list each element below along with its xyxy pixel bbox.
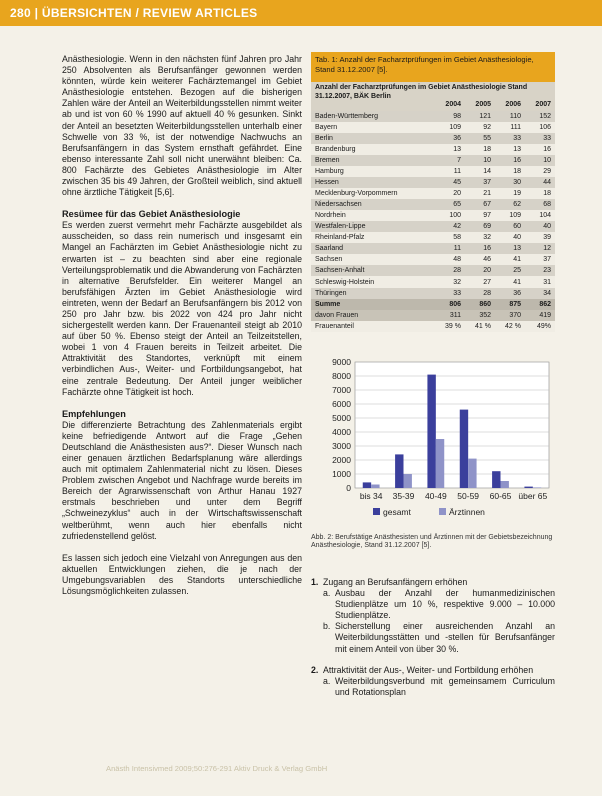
cell-land: Thüringen <box>311 288 435 299</box>
cell-value: 806 <box>435 299 465 310</box>
cell-land: Baden-Württemberg <box>311 111 435 122</box>
table-row <box>311 232 555 243</box>
cell-value: 860 <box>465 299 495 310</box>
cell-value: 13 <box>435 144 465 155</box>
cell-value: 48 <box>435 254 465 265</box>
cell-land: Summe <box>311 299 435 310</box>
legend-swatch <box>439 508 446 515</box>
cell-value: 33 <box>525 133 555 144</box>
sub-text: Weiterbildungsverbund mit gemeinsamem Curriculum und Rotationsplan <box>335 675 555 697</box>
cell-value: 41 <box>495 276 525 287</box>
x-tick-label: 60-65 <box>489 491 512 501</box>
bar-Ärztinnen <box>371 485 379 489</box>
cell-value: 419 <box>525 310 555 321</box>
y-tick-label: 3000 <box>332 441 351 451</box>
paragraph-1: Anästhesiologie. Wenn in den nächsten fünf Jahren pro Jahr 250 Absolventen als Berufsanfänger gewonnen werden könnten, würde kein weiterer Fachärztemangel im Gebiet Anästhesiologie entstehen. Bezogen auf die bisherigen Zahlen wäre der Anteil an Weiterbildungsstellen nimmt weiter ab und ist von 60 % 1990 auf aktuell 40 % gesunken. Sinkt der Anteil an besetzten Weiterbildungsstellen unterhalb einer Schwelle von 33 %, ist der notwendige Nachwuchs an Berufsanfängern in das System ernsthaft gefährdet. Eine ebenso interessante Zahl soll nicht unerwähnt bleiben: Ca. 800 Fachärzte des Gebietes Anästhesiologie im Alter zwischen 35 bis 49 Jahren, der Großteil weiblich, sind aktuell ohne ärztliche Tätigkeit [5,6]. <box>62 54 302 198</box>
cell-value: 875 <box>495 299 525 310</box>
cell-value: 28 <box>435 265 465 276</box>
table-row <box>311 133 555 144</box>
cell-land: Rheinland-Pfalz <box>311 232 435 243</box>
cell-land: Schleswig-Holstein <box>311 276 435 287</box>
bar-gesamt <box>492 471 500 488</box>
sub-letter: a. <box>323 588 331 599</box>
sub-text: Sicherstellung einer ausreichenden Anzahl an Weiterbildungsstätten und -stellen für Berufsanfänger mit einem Anteil von über 30 %. <box>335 621 555 654</box>
cell-value: 19 <box>495 188 525 199</box>
cell-land: Brandenburg <box>311 144 435 155</box>
cell-land: Berlin <box>311 133 435 144</box>
header-text <box>10 6 257 20</box>
table-caption: Tab. 1: Anzahl der Facharztprüfungen im Gebiet Anästhesiologie, Stand 31.12.2007 [5]. <box>311 52 555 82</box>
table-row <box>311 310 555 321</box>
cell-value: 45 <box>435 177 465 188</box>
cell-value: 44 <box>525 177 555 188</box>
x-tick-label: bis 34 <box>359 491 383 501</box>
bar-gesamt <box>460 410 468 488</box>
table-row <box>311 210 555 221</box>
cell-value: 27 <box>465 276 495 287</box>
sub-letter: b. <box>323 621 331 632</box>
table-row <box>311 177 555 188</box>
cell-value: 370 <box>495 310 525 321</box>
data-table <box>311 111 555 332</box>
cell-value: 16 <box>525 144 555 155</box>
table-row <box>311 166 555 177</box>
bar-Ärztinnen <box>404 474 412 488</box>
x-tick-label: 50-59 <box>457 491 480 501</box>
cell-value: 10 <box>525 155 555 166</box>
age-chart <box>311 356 555 531</box>
cell-value: 23 <box>525 265 555 276</box>
table-row <box>311 199 555 210</box>
heading-empfehlungen: Empfehlungen <box>62 408 126 419</box>
page-header <box>0 0 602 26</box>
table-row <box>311 144 555 155</box>
cell-value: 37 <box>525 254 555 265</box>
cell-land: Mecklenburg-Vorpommern <box>311 188 435 199</box>
sub-item <box>323 588 555 621</box>
cell-land: Frauenanteil <box>311 321 435 332</box>
bar-Ärztinnen <box>501 481 509 488</box>
table-row <box>311 265 555 276</box>
table-years <box>315 101 551 110</box>
table-row <box>311 299 555 310</box>
cell-value: 18 <box>495 166 525 177</box>
cell-value: 33 <box>495 133 525 144</box>
cell-value: 39 <box>525 232 555 243</box>
cell-value: 104 <box>525 210 555 221</box>
legend-label: gesamt <box>383 507 411 517</box>
cell-value: 110 <box>495 111 525 122</box>
cell-value: 21 <box>465 188 495 199</box>
table-subtitle: Anzahl der Facharztprüfungen im Gebiet Anästhesiologie Stand 31.12.2007, BÄK Berlin <box>315 84 528 100</box>
cell-land: Saarland <box>311 243 435 254</box>
cell-value: 60 <box>495 221 525 232</box>
cell-value: 14 <box>465 166 495 177</box>
x-tick-label: 40-49 <box>424 491 447 501</box>
bar-gesamt <box>524 487 532 488</box>
table-row <box>311 288 555 299</box>
table-row <box>311 122 555 133</box>
cell-value: 152 <box>525 111 555 122</box>
sub-item <box>323 621 555 654</box>
cell-value: 42 <box>435 221 465 232</box>
cell-value: 16 <box>465 243 495 254</box>
cell-value: 109 <box>495 210 525 221</box>
cell-value: 18 <box>465 144 495 155</box>
chart-caption: Abb. 2: Berufstätige Anästhesisten und Ärztinnen mit der Gebietsbezeichnung Anästhesiologie, Stand 31.12.2007 [5]. <box>311 534 553 550</box>
list-item <box>311 577 555 588</box>
right-column <box>311 574 555 698</box>
cell-value: 25 <box>495 265 525 276</box>
x-tick-label: 35-39 <box>392 491 415 501</box>
y-tick-label: 2000 <box>332 455 351 465</box>
cell-value: 20 <box>435 188 465 199</box>
cell-value: 39 % <box>435 321 465 332</box>
cell-value: 33 <box>435 288 465 299</box>
cell-land: Westfalen-Lippe <box>311 221 435 232</box>
cell-value: 111 <box>495 122 525 133</box>
cell-land: davon Frauen <box>311 310 435 321</box>
table-row <box>311 321 555 332</box>
table-row <box>311 254 555 265</box>
cell-value: 100 <box>435 210 465 221</box>
cell-value: 98 <box>435 111 465 122</box>
cell-value: 12 <box>525 243 555 254</box>
cell-value: 16 <box>495 155 525 166</box>
table-1 <box>311 52 555 332</box>
item-number: 1. <box>311 577 319 587</box>
table-row <box>311 188 555 199</box>
list-item <box>311 665 555 676</box>
table-row <box>311 155 555 166</box>
cell-value: 13 <box>495 243 525 254</box>
cell-value: 55 <box>465 133 495 144</box>
section-title: ÜBERSICHTEN / REVIEW ARTICLES <box>41 6 258 20</box>
cell-value: 37 <box>465 177 495 188</box>
year-header: 2007 <box>535 101 551 109</box>
item-text: Attraktivität der Aus-, Weiter- und Fortbildung erhöhen <box>323 664 534 675</box>
cell-value: 34 <box>525 288 555 299</box>
sub-letter: a. <box>323 675 331 686</box>
cell-value: 29 <box>525 166 555 177</box>
year-header: 2006 <box>505 101 521 109</box>
cell-land: Nordrhein <box>311 210 435 221</box>
plot-area <box>355 362 549 488</box>
cell-land: Hamburg <box>311 166 435 177</box>
y-tick-label: 6000 <box>332 399 351 409</box>
cell-value: 18 <box>525 188 555 199</box>
cell-value: 106 <box>525 122 555 133</box>
y-tick-label: 4000 <box>332 427 351 437</box>
cell-value: 352 <box>465 310 495 321</box>
page-number: 280 <box>10 6 31 20</box>
cell-value: 69 <box>465 221 495 232</box>
cell-land: Bayern <box>311 122 435 133</box>
table-row <box>311 111 555 122</box>
bar-Ärztinnen <box>436 439 444 488</box>
paragraph-3: Die differenzierte Betrachtung des Zahlenmaterials ergibt keine befriedigende Antwort auf die Frage „Gehen Deutschland die Anästhesisten aus?“. Dieser Wunsch nach einer genauen ärztlichen Bedarfsplanung wäre allerdings auch mit optimalem Zahlenmaterial nicht zu lösen. Dieses Problem zwischen Angebot und Nachfrage wurde bereits im Bereich der Agrarwissenschaft von Arthur Hanau 1927 erstmals beschrieben und unter dem Begriff „Schweinezyklus“ auch in der Wirtschaftswissenschaft weltberühmt, wenn auch hier ebenfalls nicht zufriedenstellend gelöst. <box>62 419 302 541</box>
year-header: 2004 <box>445 101 461 109</box>
bar-gesamt <box>363 482 371 488</box>
cell-value: 49% <box>525 321 555 332</box>
year-header: 2005 <box>475 101 491 109</box>
left-column <box>62 54 302 597</box>
cell-value: 68 <box>525 199 555 210</box>
cell-value: 31 <box>525 276 555 287</box>
cell-value: 32 <box>435 276 465 287</box>
x-tick-label: über 65 <box>518 491 548 501</box>
cell-value: 11 <box>435 166 465 177</box>
y-tick-label: 0 <box>346 483 351 493</box>
y-tick-label: 8000 <box>332 371 351 381</box>
legend-swatch <box>373 508 380 515</box>
cell-value: 7 <box>435 155 465 166</box>
cell-land: Sachsen <box>311 254 435 265</box>
cell-value: 20 <box>465 265 495 276</box>
cell-value: 121 <box>465 111 495 122</box>
cell-value: 40 <box>495 232 525 243</box>
cell-value: 36 <box>435 133 465 144</box>
cell-value: 862 <box>525 299 555 310</box>
y-tick-label: 7000 <box>332 385 351 395</box>
y-tick-label: 5000 <box>332 413 351 423</box>
cell-value: 92 <box>465 122 495 133</box>
cell-value: 62 <box>495 199 525 210</box>
cell-land: Bremen <box>311 155 435 166</box>
bar-Ärztinnen <box>533 487 541 488</box>
page-footer: Anästh Intensivmed 2009;50:276-291 Aktiv Druck & Verlag GmbH <box>106 764 328 773</box>
cell-value: 58 <box>435 232 465 243</box>
cell-value: 41 <box>495 254 525 265</box>
legend-label: Ärztinnen <box>449 507 485 517</box>
heading-resumee: Resümee für das Gebiet Anästhesiologie <box>62 209 241 220</box>
paragraph-4: Es lassen sich jedoch eine Vielzahl von Anregungen aus den aktuellen Entwicklungen ziehen, die je nach der Umgebungsvariablen des Standorts unterschiedliche Lösungsmöglichkeiten zulassen. <box>62 552 302 597</box>
cell-value: 36 <box>495 288 525 299</box>
cell-value: 11 <box>435 243 465 254</box>
paragraph-2: Es werden zuerst vermehrt mehr Fachärzte ausgebildet als ausscheiden, so dass rein numerisch und insgesamt ein Mangel an Fachärzten im Gebiet Anästhesiologie nicht zu erwarten ist – zu beachten sind aber eine regionale Verteilungsproblematik und die Abwanderung von Fachärzten in alternative Berufsfelder. Ein weiterer Mangel an berufsfähigen Ärzten im Gebiet Anästhesiologie wird eintreten, wenn der Bedarf an Berufsanfängern bis 2012 von 250 pro Jahr bzw. bis 2022 von 424 pro Jahr nicht sichergestellt werden kann. Der Frauenanteil steigt ab 2010 auf über 50 %. Ebenso steigt der Anteil an Teilzeitstellen, wobei 1 von 4 Frauen bereits in Teilzeit arbeitet. Die Attraktivität des Standortes, verknüpft mit einem verbindlichen Aus-, Weiter- und Fortbildungsangebot, hat eine zentrale Bedeutung. Der Anteil junger weiblicher Fachärzte ohne Tätigkeit ist hoch. <box>62 220 302 397</box>
table-header <box>311 82 555 111</box>
cell-value: 40 <box>525 221 555 232</box>
cell-value: 109 <box>435 122 465 133</box>
cell-value: 28 <box>465 288 495 299</box>
cell-value: 13 <box>495 144 525 155</box>
item-number: 2. <box>311 664 319 675</box>
table-row <box>311 243 555 254</box>
bar-gesamt <box>395 454 403 488</box>
item-text: Zugang an Berufsanfängern erhöhen <box>323 577 468 587</box>
header-separator: | <box>34 6 39 20</box>
cell-value: 30 <box>495 177 525 188</box>
cell-value: 65 <box>435 199 465 210</box>
sub-text: Ausbau der Anzahl der humanmedizinischen Studienplätze um 10 %, respektive 9.000 – 10.000 Studienplätze. <box>335 588 555 621</box>
table-row <box>311 276 555 287</box>
bar-gesamt <box>427 375 435 488</box>
cell-value: 97 <box>465 210 495 221</box>
cell-value: 41 % <box>465 321 495 332</box>
cell-land: Niedersachsen <box>311 199 435 210</box>
cell-value: 42 % <box>495 321 525 332</box>
table-row <box>311 221 555 232</box>
cell-value: 311 <box>435 310 465 321</box>
cell-land: Sachsen-Anhalt <box>311 265 435 276</box>
cell-value: 32 <box>465 232 495 243</box>
bar-Ärztinnen <box>468 459 476 488</box>
sub-item <box>323 676 555 698</box>
cell-value: 46 <box>465 254 495 265</box>
y-tick-label: 1000 <box>332 469 351 479</box>
cell-land: Hessen <box>311 177 435 188</box>
cell-value: 10 <box>465 155 495 166</box>
cell-value: 67 <box>465 199 495 210</box>
y-tick-label: 9000 <box>332 357 351 367</box>
